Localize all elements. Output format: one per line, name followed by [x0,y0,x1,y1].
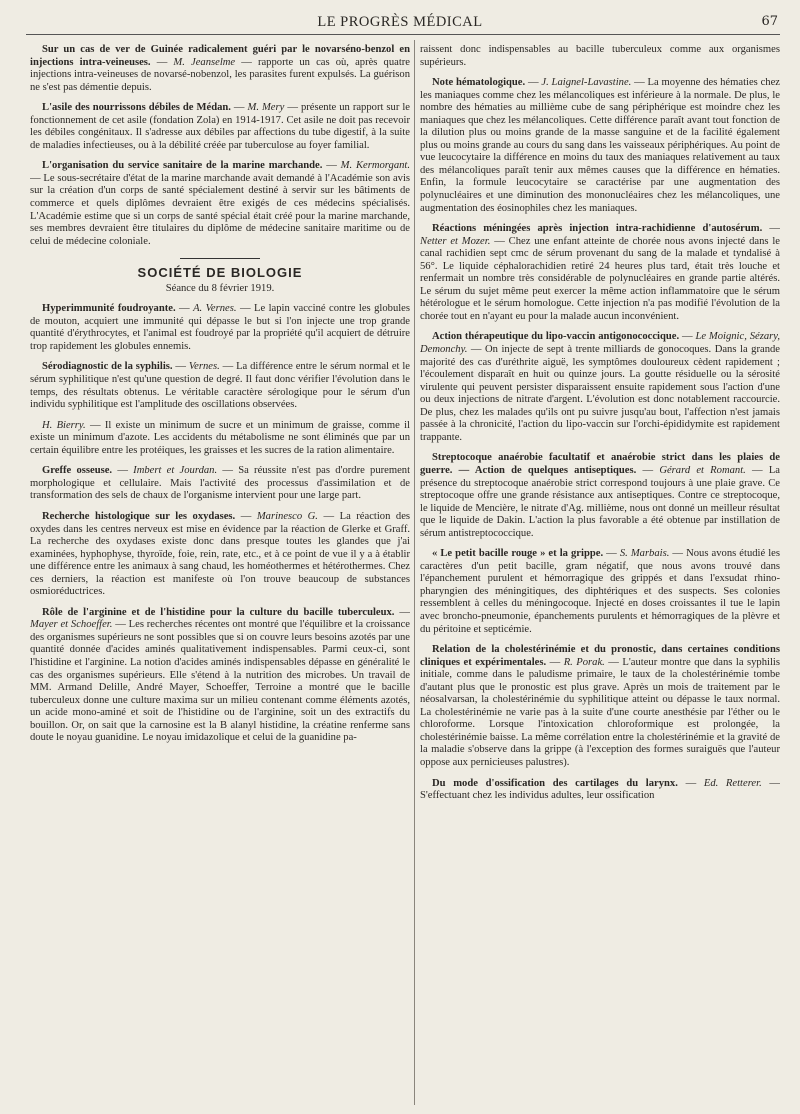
entry-author: Gérard et Romant. [659,464,746,476]
page-number: 67 [761,14,778,29]
entry-author: Le Moignic, Sézary, Demonchy. [420,331,780,356]
entries-after-section [30,303,410,745]
entry-heading: Note hématologique. [432,77,526,89]
entry-heading: Streptocoque anaérobie facultatif et anaérobie strict dans les plaies de guerre. — Action de quelques antiseptiques. [420,452,780,476]
entry-text: La différence entre le sérum normal et le sérum syphilitique n'est qu'une question de degré. Il faut donc vérifier l'évolution dans le temps, des résultats obtenus. Le véritable caractère sérologique pour le sérum d'un individu syphilitique est l'amplitude des oscillations observées. [30,361,410,411]
entry-author: Marinesco G. [256,510,318,522]
entry-text: La présence du streptocoque anaérobie strict correspond toujours à une plaie grave. Ce streptocoque offre une grande résistance aux antiseptiques. Contre ce streptocoque, le liquide de Mencière, le nitrate d'Ag. millième, nous ont donné un meilleur résultat que le liquide de Dakin. L'action la plus favorable a été obtenue par instillation de sérum antistreptococcique. [420,464,780,539]
abstract-entry: Streptocoque anaérobie facultatif et anaérobie strict dans les plaies de guerre. — Action de quelques antiseptiques. — Gérard et Romant. — La présence du streptocoque anaérobie strict correspond toujours à une plaie grave. Ce streptocoque offre une grande résistance aux antiseptiques. Contre ce streptocoque, le liquide de Mencière, le nitrate d'Ag. millième, nous ont donné un meilleur résultat que le liquide de Dakin. L'action la plus favorable a été obtenue par instillation de sérum antistreptococcique. [420,452,780,539]
entry-author: M. Jeanselme [173,56,236,68]
abstract-entry: Sérodiagnostic de la syphilis. — Vernes. — La différence entre le sérum normal et le sérum syphilitique n'est qu'une question de degré. Il faut donc vérifier l'évolution dans le temps, des résultats obtenus. Le véritable caractère sérologique pour le sérum d'un individu syphilitique est l'amplitude des oscillations observées. [30,361,410,411]
abstract-entry: Relation de la cholestérinémie et du pronostic, dans certaines conditions cliniques et expérimentales. — R. Porak. — L'auteur montre que dans la syphilis initiale, comme dans le paludisme primaire, le taux de la cholestérinémie tombe d'autant plus que le pronostic est plus grave. Après un mois de traitement par le néosalvarsan, la cholestérinémie du syphilitique atteint ou dépasse le taux normal. La cholestérinémie ne varie pas à la suite d'une courte anesthésie par l'éther ou le chloroforme. Lorsque l'intoxication chloroformique est prolongée, la cholestérinémie baisse. La même corrélation entre la cholestérinémie et la gravité de la maladie s'observe dans la grippe (à l'exception des formes suraiguës que l'auteur oppose aux pernicieuses palustres). [420,644,780,768]
entry-text: La réaction des oxydes dans les centres nerveux est mise en évidence par la réaction de Glerke et Graff. La recherche des oxydases existe donc dans presque toutes les glandes que j'ai examinées, hyphophyse, thyroïde, foie, rein, rate, etc., et à ce point de vue il y a à établir une différence entre les animaux à sang chaud, les homéothermes et hétérothermes. Chez ces derniers, la réaction est manifeste où l'on trouve beaucoup de substances osmioréductrices. [30,510,410,598]
entry-heading: Recherche histologique sur les oxydases. [42,510,236,522]
abstract-entry: L'organisation du service sanitaire de la marine marchande. — M. Kermorgant. — Le sous-secrétaire d'état de la marine marchande avait demandé à l'Académie son avis sur la création d'un corps de santé spécialement destiné à servir sur les bâtiments de commerce et quels diplômes devraient être exigés de ces médecins spécialisés. L'Académie estime que si un corps de santé spécial était créé pour la marine marchande, ses membres devraient être titulaires du diplôme de médecine sanitaire maritime ou de celui de médecine coloniale. [30,160,410,247]
abstract-entry: Action thérapeutique du lipo-vaccin antigonococcique. — Le Moignic, Sézary, Demonchy. — On injecte de sept à trente milliards de gonocoques. Dans la grande majorité des cas d'uréthrite aiguë, les symptômes douloureux cèdent rapidement ; l'écoulement disparaît en huit ou quinze jours. La goutte résiduelle ou la sérosité virulente qui peuvent persister disparaissent ensuite rapidement sous l'action d'une ou deux injections de nitrate d'argent. L'évolution est donc notablement raccourcie. De plus, chez les malades qu'ils ont pu suivre jusqu'au bout, l'affection n'est jamais passée à la chronicité, l'action du lipo-vaccin sur l'orchi-épididymite est rapidement trappante. [420,331,780,443]
entry-heading: Du mode d'ossification des cartilages du larynx. [432,777,678,789]
entry-heading: Rôle de l'arginine et de l'histidine pour la culture du bacille tuberculeux. [42,606,395,618]
entry-heading: L'organisation du service sanitaire de la marine marchande. [42,160,323,172]
entry-text: Nous avons étudié les caractères d'un petit bacille, gram négatif, que nous avons trouvé dans l'épanchement purulent et hémorragique des grippés et dans l'exsudat rhino-pharyngien des méningitiques, des diphtériques et des suspects. Ses colonies ressemblent à celles du méningocoque. Injecté en doses croissantes il tue le lapin avec broncho-pneumonie, épanchements purulents et hémorragiques de la plèvre et du péritoine et septicémie. [420,548,780,635]
abstract-entry: Rôle de l'arginine et de l'histidine pour la culture du bacille tuberculeux. — Mayer et Schoeffer. — Les recherches récentes ont montré que l'équilibre et la croissance des organismes supérieurs ne sont possibles que si on couvre leurs besoins azotés par une quantité donnée d'acides aminés qualitativement indispensables. Parmi ceux-ci, sont l'histidine et l'arginine. La notion d'acides aminés indispensables dépasse en généralité le cas des organismes supérieurs. Elle s'étend à la nutrition des microbes. Un travail de MM. Armand Delille, André Mayer, Schoeffer, Terroine a montré que le bacille tuberculeux donne une culture maxima sur un milieu contenant comme éléments azotés, un acide mono-aminé et soit de l'histidine ou de l'arginine, soit un des extractifs du bouillon. Or, on sait que la carnosine est la B alanyl histidine, la créatine renferme sans doute le noyau guanidine. Le noyau imidazolique et celui de la guanidine pa- [30,606,410,744]
entry-author: S. Marbais. [619,548,670,560]
entry-text: Il existe un minimum de sucre et un minimum de graisse, comme il existe un minimum d'azote. Les accidents du métabolisme ne sont éliminés que par un certain équilibre entre les protéiques, les graisses et les sucres de la ration alimentaire. [30,419,410,456]
entry-text: Chez une enfant atteinte de chorée nous avons injecté dans le canal rachidien sept cmc de sérum provenant du sang de la malade et tyndalisé à 56°. Le liquide céphalorachidien retiré 24 heures plus tard, était très louche et renfermait un nombre très considérable de polynucléaires en grande partie altérés. Le sérum du sujet même peut exercer la même action inflammatoire que le sérum hétérologue et le sérum homologue. Cette injection n'a pas modifié l'évolution de la chorée tout en n'ayant eu pour la malade aucun inconvénient. [420,235,780,322]
entry-heading: Sur un cas de ver de Guinée radicalement guéri par le novarséno-benzol en injections intra-veineuses. [30,44,410,68]
entry-author: M. Kermorgant. [340,160,410,172]
entry-heading: L'asile des nourrissons débiles de Médan. [42,102,231,114]
entry-text: Les recherches récentes ont montré que l'équilibre et la croissance des organismes supérieurs ne sont possibles que si on couvre leurs besoins azotés par une quantité donnée d'acides aminés qualitativement indispensables. Parmi ceux-ci, sont l'histidine et l'arginine. La notion d'acides aminés indispensables dépasse en généralité le cas des organismes supérieurs. Elle s'étend à la nutrition des microbes. Un travail de MM. Armand Delille, André Mayer, Schoeffer, Terroine a montré que le bacille tuberculeux donne une culture maxima sur un milieu contenant comme éléments azotés, un acide mono-aminé et soit de l'histidine ou de l'arginine, soit un des extractifs du bouillon. Or, on sait que la carnosine est la B alanyl histidine, la créatine renferme sans doute le noyau guanidine. Le noyau imidazolique et celui de la guanidine pa- [30,619,410,744]
entry-heading: « Le petit bacille rouge » et la grippe. [432,548,604,560]
abstract-entry: Note hématologique. — J. Laignel-Lavastine. — La moyenne des hématies chez les maniaques comme chez les mélancoliques est inférieure à la normale. De plus, le nombre des hématies au millième cube de sang périphérique est moindre chez les maniaques que chez les mélancoliques. Cette différence paraît avant tout fonction de la dilution plus ou moins grande de la masse sanguine et de la facilité également plus ou moins grande au cours du sang dans les vaisseaux périphériques. Au point de vue leucocytaire la différence en moins du taux des maniaques relativement au taux des mélancoliques paraît tenir aux mêmes causes que la différence en hématies. Enfin, la formule leucocytaire se caractérise par une augmentation des polynucléaires et une diminution des mononucléaires chez les mélancoliques, une augmentation des éosinophiles chez les maniaques. [420,77,780,214]
column-divider [414,40,415,1105]
abstract-entry: Hyperimmunité foudroyante. — A. Vernes. — Le lapin vacciné contre les globules de mouton, acquiert une immunité qui dépasse le but si l'on injecte une trop grande quantité d'érythrocytes, et l'animal est foudroyé par la propriété qu'il acquiert de détruire trop rapidement les globules ennemis. [30,303,410,352]
entry-heading: Action thérapeutique du lipo-vaccin antigonococcique. [432,331,680,343]
abstract-entry: Réactions méningées après injection intra-rachidienne d'autosérum. — Netter et Mozer. — Chez une enfant atteinte de chorée nous avons injecté dans le canal rachidien sept cmc de sérum provenant du sang de la malade et tyndalisé à 56°. Le liquide céphalorachidien retiré 24 heures plus tard, était très louche et renfermait un nombre très considérable de polynucléaires en grande partie altérés. Le sérum du sujet même peut exercer la même action inflammatoire que le sérum hétérologue et le sérum homologue. Cette injection n'a pas modifié l'évolution de la chorée tout en n'ayant eu pour la malade aucun inconvénient. [420,223,780,322]
entry-text: Le sous-secrétaire d'état de la marine marchande avait demandé à l'Académie son avis sur la création d'un corps de santé spécialement destiné à servir sur les bâtiments de commerce et quels diplômes devraient être exigés de ces médecins spécialisés. L'Académie estime que si un corps de santé spécial était créé pour la marine marchande, ses membres devraient être titulaires du diplôme de médecine sanitaire maritime ou de celui de médecine coloniale. [30,172,410,247]
abstract-entry: Greffe osseuse. — Imbert et Jourdan. — Sa réussite n'est pas d'ordre purement morphologique et cellulaire. Mais l'activité des processus d'assimilation et de transformation des sels de chaux de l'organisme intervient pour une large part. [30,465,410,502]
section-title: SOCIÉTÉ DE BIOLOGIE [137,265,303,281]
right-entries [420,77,780,803]
entry-heading: Sérodiagnostic de la syphilis. [42,361,173,373]
entries-before-section [30,44,410,248]
session-date: Séance du 8 février 1919. [165,282,275,294]
entry-author: Mayer et Schoeffer. [30,619,113,631]
right-column [420,44,780,1104]
entry-heading: Relation de la cholestérinémie et du pronostic, dans certaines conditions cliniques et expérimentales. [420,644,780,668]
abstract-entry: Sur un cas de ver de Guinée radicalement guéri par le novarséno-benzol en injections intra-veineuses. — M. Jeanselme — rapporte un cas où, après quatre injections intra-veineuses de novarsé-nobenzol, les parasites furent expulsés. La guérison ne s'est pas démentie depuis. [30,44,410,93]
header-rule [26,34,780,35]
abstract-entry: H. Bierry. — Il existe un minimum de sucre et un minimum de graisse, comme il existe un minimum d'azote. Les accidents du métabolisme ne sont éliminés que par un certain équilibre entre les protéiques, les graisses et les sucres de la ration alimentaire. [30,419,410,456]
abstract-entry: « Le petit bacille rouge » et la grippe. — S. Marbais. — Nous avons étudié les caractères d'un petit bacille, gram négatif, que nous avons trouvé dans l'épanchement purulent et hémorragique des grippés et dans l'exsudat rhino-pharyngien des méningitiques, des diphtériques et des suspects. Ses colonies ressemblent à celles du méningocoque. Injecté en doses croissantes il tue le lapin avec broncho-pneumonie, épanchements purulents et hémorragiques de la plèvre et du péritoine et septicémie. [420,548,780,635]
entry-heading: Réactions méningées après injection intra-rachidienne d'autosérum. [432,223,763,235]
entry-author: Imbert et Jourdan. [133,465,218,477]
abstract-entry: Du mode d'ossification des cartilages du larynx. — Ed. Retterer. — S'effectuant chez les individus adultes, leur ossification [420,777,780,802]
entry-text: Sa réussite n'est pas d'ordre purement morphologique et cellulaire. Mais l'activité des processus d'assimilation et de transformation des sels de chaux de l'organisme intervient pour une large part. [30,465,410,502]
entry-text: présente un rapport sur le fonctionnement de cet asile (fondation Zola) en 1914-1917. Cet asile ne doit pas recevoir les débiles congénitaux. Il s'adresse aux débiles par affections du tube digestif, à la suite de maladies infectieuses, ou à la débilité créée par tuberculose au foyer familial. [30,102,410,151]
entry-text: rapporte un cas où, après quatre injections intra-veineuses de novarsé-nobenzol, les parasites furent expulsés. La guérison ne s'est pas démentie depuis. [30,56,410,93]
entry-text: On injecte de sept à trente milliards de gonocoques. Dans la grande majorité des cas d'uréthrite aiguë, les symptômes douloureux cèdent rapidement ; l'écoulement disparaît en huit ou quinze jours. La goutte résiduelle ou la sérosité virulente qui peuvent persister disparaissent ensuite rapidement sous l'action d'une ou deux injections de nitrate d'argent. L'évolution est donc notablement raccourcie. De plus, chez les malades qu'ils ont pu suivre jusqu'au bout, l'affection n'est jamais passée à la chronicité, l'action du lipo-vaccin sur l'orchi-épididymite est rapidement trappante. [420,344,780,443]
entry-author: H. Bierry. [42,419,86,431]
entry-author: Netter et Mozer. [420,235,491,247]
entry-author: M. Mery [247,102,285,114]
entry-author: R. Porak. [563,656,605,668]
journal-title: LE PROGRÈS MÉDICAL [317,14,483,30]
entry-text: Le lapin vacciné contre les globules de mouton, acquiert une immunité qui dépasse le but si l'on injecte une trop grande quantité d'érythrocytes, et l'animal est foudroyé par la propriété qu'il acquiert de détruire trop rapidement les globules ennemis. [30,303,410,352]
continued-paragraph: raissent donc indispensables au bacille tuberculeux comme aux organismes supérieurs. [420,44,780,68]
entry-text: L'auteur montre que dans la syphilis initiale, comme dans le paludisme primaire, le taux de la cholestérinémie tombe d'autant plus que le pronostic est plus grave. Après un mois de traitement par le néosalvarsan, la cholestérinémie du syphilitique atteint ou dépasse le taux normal. La cholestérinémie ne varie pas à la suite d'une courte anesthésie par l'éther ou le chloroforme. Lorsque l'intoxication chloroformique est prolongée, la cholestérinémie baisse. La même corrélation entre la cholestérinémie et la gravité de la maladie s'observe dans la grippe (à l'exception des formes suraiguës que l'auteur oppose aux pernicieuses palustres). [420,656,780,768]
entry-author: Vernes. [188,361,220,373]
abstract-entry: L'asile des nourrissons débiles de Médan. — M. Mery — présente un rapport sur le fonctionnement de cet asile (fondation Zola) en 1914-1917. Cet asile ne doit pas recevoir les débiles congénitaux. Il s'adresse aux débiles par affections du tube digestif, à la suite de maladies infectieuses, ou à la débilité créée par tuberculose au foyer familial. [30,102,410,151]
page-header [0,0,800,34]
entry-author: A. Vernes. [193,303,237,315]
entry-author: Ed. Retterer. [703,777,762,789]
abstract-entry: Recherche histologique sur les oxydases. — Marinesco G. — La réaction des oxydes dans les centres nerveux est mise en évidence par la réaction de Glerke et Graff. La recherche des oxydases existe donc dans presque toutes les glandes que j'ai examinées, hyphophyse, thyroïde, foie, rein, rate, etc., et à ce point de vue il y a à établir une différence entre les animaux à sang chaud, les homéothermes et hétérothermes. Chez ces derniers, la réaction est manifeste où l'on trouve beaucoup de substances osmioréductrices. [30,510,410,598]
entry-text: S'effectuant chez les individus adultes, leur ossification [420,790,655,802]
entry-heading: Hyperimmunité foudroyante. [42,303,176,315]
entry-heading: Greffe osseuse. [42,465,113,477]
entry-text: La moyenne des hématies chez les maniaques comme chez les mélancoliques est inférieure à la normale. De plus, le nombre des hématies au millième cube de sang périphérique est moindre chez les maniaques que chez les mélancoliques. Cette différence paraît avant tout fonction de la dilution plus ou moins grande de la masse sanguine et de la facilité également plus ou moins grande au cours du sang dans les vaisseaux périphériques. Au point de vue leucocytaire la différence en moins du taux des maniaques relativement au taux des mélancoliques paraît tenir aux mêmes causes que la différence en hématies. Enfin, la formule leucocytaire se caractérise par une augmentation des polynucléaires et une diminution des mononucléaires chez les mélancoliques, une augmentation des éosinophiles chez les maniaques. [420,77,780,214]
entry-author: J. Laignel-Lavastine. [541,77,632,89]
left-column [30,44,410,1104]
section-separator [180,258,260,259]
